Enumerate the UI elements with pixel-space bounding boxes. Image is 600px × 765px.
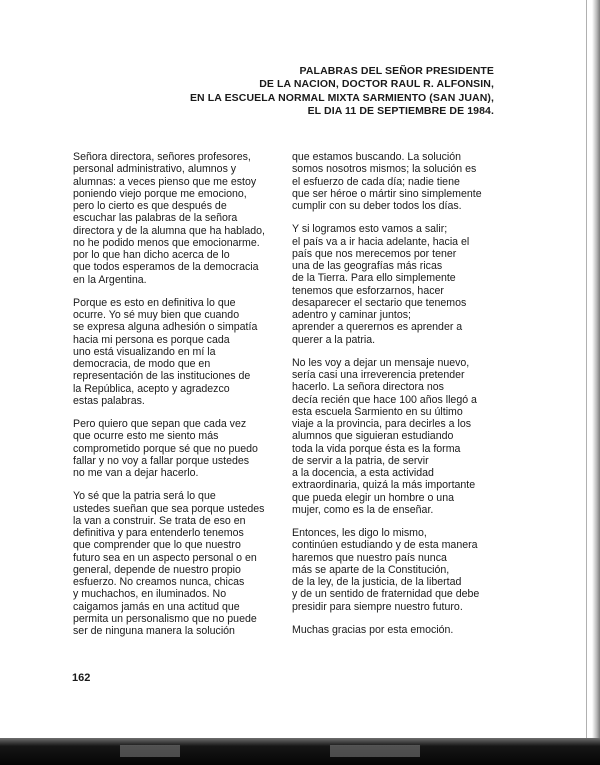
text-line: Porque es esto en definitiva lo que xyxy=(73,296,236,309)
paragraph xyxy=(292,624,507,636)
text-line: somos nosotros mismos; la solución es xyxy=(292,163,477,176)
text-line: en la Argentina. xyxy=(73,273,147,286)
paragraph xyxy=(292,223,507,346)
page-edge-shadow xyxy=(592,0,600,765)
page-number: 162 xyxy=(72,672,91,684)
right-text-column xyxy=(292,151,507,647)
text-line: sería casi una irreverencia pretender xyxy=(292,369,465,381)
page-fold-line xyxy=(586,0,587,765)
text-line: que comprender que lo que nuestro xyxy=(73,539,241,552)
paragraph xyxy=(73,297,285,407)
text-line: fallar y no voy a fallar porque ustedes xyxy=(73,454,250,467)
text-line: hacia mi persona es porque cada xyxy=(73,333,230,346)
text-line: definitiva y para entenderlo tenemos xyxy=(73,527,244,539)
text-line: alumnos que siguieran estudiando xyxy=(292,430,454,443)
text-line: adentro y caminar juntos; xyxy=(292,309,411,321)
text-line: y de un sentido de fraternidad que debe xyxy=(292,588,480,601)
text-line: alumnas: a veces pienso que me estoy xyxy=(73,175,257,188)
text-line: que pueda elegir un hombre o una xyxy=(292,491,454,504)
text-line: no me van a dejar hacerlo. xyxy=(73,467,199,479)
text-line: cumplir con su deber todos los días. xyxy=(292,200,462,212)
text-line: poniendo viejo porque me emociono, xyxy=(73,187,247,200)
text-line: a la docencia, a esta actividad xyxy=(292,467,434,479)
text-line: decía recién que hace 100 años llegó a xyxy=(292,393,477,406)
paragraph xyxy=(292,527,507,613)
heading-line: EL DIA 11 DE SEPTIEMBRE DE 1984. xyxy=(307,104,494,117)
text-line: querer a la patria. xyxy=(292,333,376,346)
paragraph xyxy=(292,357,507,516)
text-line: la República, acepto y agradezco xyxy=(73,382,230,395)
left-text-column xyxy=(73,151,285,648)
text-line: la van a construir. Se trata de eso en xyxy=(73,514,246,527)
text-line: escuchar las palabras de la señora xyxy=(73,212,238,225)
text-line: comprometido porque sé que no puedo xyxy=(73,442,258,455)
text-line: pero lo cierto es que después de xyxy=(73,200,227,212)
paragraph xyxy=(73,151,285,286)
text-line: de la ley, de la justicia, de la libertad xyxy=(292,576,462,588)
text-line: Señora directora, señores profesores, xyxy=(73,151,251,163)
text-line: más se aparte de la Constitución, xyxy=(292,563,450,576)
text-line: democracia, de modo que en xyxy=(73,358,211,370)
heading-line: EN LA ESCUELA NORMAL MIXTA SARMIENTO (SAN JUAN), xyxy=(189,91,494,104)
paragraph xyxy=(73,490,285,637)
text-line: directora y de la alumna que ha hablado, xyxy=(73,224,265,237)
text-line: personal administrativo, alumnos y xyxy=(73,163,237,176)
scan-bottom-border xyxy=(0,738,600,765)
text-line: ocurre. Yo sé muy bien que cuando xyxy=(73,309,240,321)
text-line: que todos esperamos de la democracia xyxy=(73,261,259,274)
text-line: Entonces, les digo lo mismo, xyxy=(292,527,427,539)
text-line: no he podido menos que emocionarme. xyxy=(73,236,260,249)
text-line: tenemos que esforzarnos, hacer xyxy=(292,284,444,297)
heading-line: PALABRAS DEL SEÑOR PRESIDENTE xyxy=(299,65,494,77)
text-line: aprender a querernos es aprender a xyxy=(292,321,463,334)
speech-heading xyxy=(190,65,494,118)
text-line: Yo sé que la patria será lo que xyxy=(73,490,216,503)
text-line: ser de ninguna manera la solución xyxy=(73,625,235,637)
text-line: Y si logramos esto vamos a salir; xyxy=(292,223,448,236)
text-line: una de las geografías más ricas xyxy=(292,260,443,272)
text-line: de servir a la patria, de servir xyxy=(292,454,429,467)
text-line: extraordinaria, quizá la más importante xyxy=(292,479,476,492)
text-line: uno está visualizando en mí la xyxy=(73,345,216,358)
text-line: que ser héroe o mártir sino simplemente xyxy=(292,187,482,200)
text-line: presidir para siempre nuestro futuro. xyxy=(292,600,463,613)
text-line: de la Tierra. Para ello simplemente xyxy=(292,272,456,285)
text-line: permita un personalismo que no puede xyxy=(73,612,257,625)
paragraph xyxy=(292,151,507,212)
text-line: Muchas gracias por esta emoción. xyxy=(292,623,454,636)
text-line: que estamos buscando. La solución xyxy=(292,151,462,163)
text-line: desaparecer el sectario que tenemos xyxy=(292,296,467,309)
text-line: país que nos merecemos por tener xyxy=(292,247,457,260)
heading-line: DE LA NACION, DOCTOR RAUL R. ALFONSIN, xyxy=(259,78,494,91)
text-line: mujer, como es la de enseñar. xyxy=(292,503,434,516)
text-line: estas palabras. xyxy=(73,394,145,407)
text-line: No les voy a dejar un mensaje nuevo, xyxy=(292,356,470,369)
text-line: futuro sea en un aspecto personal o en xyxy=(73,551,257,564)
text-line: representación de las instituciones de xyxy=(73,370,251,383)
text-line: esfuerzo. No creamos nunca, chicas xyxy=(73,576,245,588)
text-line: y muchachos, en iluminados. No xyxy=(73,588,227,601)
text-line: ustedes sueñan que sea porque ustedes xyxy=(73,502,265,515)
text-line: toda la vida porque ésta es la forma xyxy=(292,442,461,455)
text-line: se expresa alguna adhesión o simpatía xyxy=(73,321,258,334)
text-line: el esfuerzo de cada día; nadie tiene xyxy=(292,175,460,188)
scan-noise xyxy=(120,745,180,757)
text-line: por lo que han dicho acerca de lo xyxy=(73,249,230,261)
text-line: general, depende de nuestro propio xyxy=(73,563,241,576)
text-line: continúen estudiando y de esta manera xyxy=(292,539,478,552)
text-line: haremos que nuestro país nunca xyxy=(292,551,447,564)
paragraph xyxy=(73,418,285,479)
text-line: el país va a ir hacia adelante, hacia el xyxy=(292,235,470,248)
text-line: hacerlo. La señora directora nos xyxy=(292,381,444,394)
text-line: Pero quiero que sepan que cada vez xyxy=(73,418,247,430)
text-line: viaje a la provincia, para decirles a los xyxy=(292,418,472,430)
text-line: caigamos jamás en una actitud que xyxy=(73,600,240,613)
text-line: que ocurre esto me siento más xyxy=(73,430,219,443)
text-line: esta escuela Sarmiento en su último xyxy=(292,405,463,418)
scan-noise xyxy=(330,745,420,757)
